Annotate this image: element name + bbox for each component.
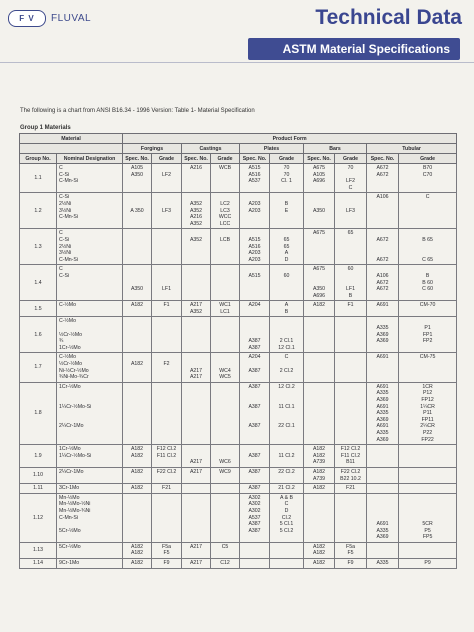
nominal-designation-cell: C C-Si C-Mn-Si [57,164,123,193]
table-row [20,559,457,569]
castings-spec-header: Spec. No. [182,154,211,164]
plates-grade-cell [270,542,304,558]
plates-spec-cell: A204 A387 [240,353,270,382]
plates-grade-cell: 60 [270,265,304,301]
nominal-designation-cell: 1Cr-½Mo 1¼Cr-½Mo-Si [57,445,123,468]
tubular-grade-cell [399,467,457,483]
nominal-designation-cell: 2¼Cr-1Mo [57,467,123,483]
bars-spec-cell [304,353,335,382]
castings-grade-cell [211,484,240,494]
plates-spec-cell: A515 A516 A203 A203 [240,229,270,265]
forgings-spec-cell: A182 A182 [123,445,152,468]
group-no-cell: 1.2 [20,193,57,229]
bars-grade-header: Grade [335,154,367,164]
forgings-spec-cell: A182 [123,559,152,569]
group-no-cell: 1.8 [20,382,57,444]
group-no-cell: 1.6 [20,317,57,353]
bars-spec-cell: A182 [304,484,335,494]
table-row [20,317,457,353]
nominal-designation-cell: 1Cr-½Mo 1¼Cr-½Mo-Si 2¼Cr-1Mo [57,382,123,444]
group-no-cell: 1.4 [20,265,57,301]
plates-grade-cell: C 2 Cl.2 [270,353,304,382]
table-row [20,445,457,468]
group-no-cell: 1.14 [20,559,57,569]
section-banner [248,38,460,60]
tubular-spec-header: Spec. No. [367,154,399,164]
nominal-designation-cell: C-½Mo ½Cr-½Mo ¾ 1Cr-½Mo [57,317,123,353]
tubular-spec-cell: A335 [367,559,399,569]
plates-grade-cell: 11 Cl.2 [270,445,304,468]
bars-spec-cell: A675 A105 A696 [304,164,335,193]
forgings-spec-cell [123,493,152,542]
bars-spec-cell: A675 [304,229,335,265]
bars-grade-cell [335,353,367,382]
bars-grade-cell: F12 Cl.2 F11 Cl.2 B11 [335,445,367,468]
plates-grade-cell: 12 Cl.2 11 Cl.1 22 Cl.1 [270,382,304,444]
bars-spec-cell: A350 [304,193,335,229]
nominal-designation-header: Nominal Designation [57,154,123,164]
table-row [20,493,457,542]
bars-grade-cell: F21 [335,484,367,494]
bars-grade-cell: F1 [335,301,367,317]
plates-header: Plates [240,144,304,154]
bars-grade-cell: 60 LF1 B [335,265,367,301]
castings-spec-cell: A352 A352 A216 A352 [182,193,211,229]
nominal-designation-cell: 9Cr-1Mo [57,559,123,569]
castings-grade-cell [211,493,240,542]
castings-grade-cell: WC9 [211,467,240,483]
castings-spec-cell: A217 A352 [182,301,211,317]
forgings-grade-cell: LF2 [152,164,182,193]
tubular-spec-cell: A691 A335 A369 A691 A335 A369 A691 A335 A369 [367,382,399,444]
tubular-header: Tubular [367,144,457,154]
header-divider [0,62,474,63]
plates-spec-cell [240,559,270,569]
plates-grade-cell: B E [270,193,304,229]
tubular-spec-cell [367,467,399,483]
plates-spec-cell: A387 [240,484,270,494]
plates-spec-cell: A387 A387 A387 [240,382,270,444]
table-row [20,164,457,193]
plates-spec-cell: A302 A302 A302 A537 A387 A387 [240,493,270,542]
group-no-cell: 1.9 [20,445,57,468]
forgings-spec-cell: A182 [123,301,152,317]
bars-spec-cell: A182 A182 [304,542,335,558]
castings-spec-cell: A217 [182,467,211,483]
bars-grade-cell: F9 [335,559,367,569]
plates-grade-cell: 70 70 Cl. 1 [270,164,304,193]
castings-spec-cell: A217 [182,542,211,558]
product-form-header: Product Form [123,134,457,144]
forgings-grade-cell: F9 [152,559,182,569]
castings-grade-cell: WC1 LC1 [211,301,240,317]
tubular-grade-cell: 1CR P12 FP12 1¼CR P11 FP11 2¼CR P22 FP22 [399,382,457,444]
tubular-grade-cell: P1 FP1 FP2 [399,317,457,353]
plates-spec-cell: A515 A516 A537 [240,164,270,193]
forgings-grade-cell: LF3 [152,193,182,229]
bars-grade-cell: F5a F5 [335,542,367,558]
plates-spec-cell: A515 [240,265,270,301]
group-no-cell: 1.7 [20,353,57,382]
nominal-designation-cell: C-½Mo ½Cr-½Mo Ni-½Cr-½Mo ¾Ni-Mo-¾Cr [57,353,123,382]
nominal-designation-cell: C C-Si [57,265,123,301]
castings-grade-cell: LCB [211,229,240,265]
nominal-designation-cell: C-Si 2½Ni 3½Ni C-Mn-Si [57,193,123,229]
intro-text: The following is a chart from ANSI B16.34 - 1996 Version: Table 1- Material Specification [20,108,255,114]
group-no-cell: 1.10 [20,467,57,483]
forgings-grade-cell: F21 [152,484,182,494]
bars-grade-cell: 65 [335,229,367,265]
tubular-grade-cell: CM-75 [399,353,457,382]
group-title: Group 1 Materials [20,125,71,131]
brand-logo [8,10,91,27]
table-row [20,467,457,483]
group-no-cell: 1.3 [20,229,57,265]
header-row-1 [20,134,457,144]
plates-grade-cell: 2 Cl.1 12 Cl.1 [270,317,304,353]
tubular-spec-cell: A106 A672 A672 [367,265,399,301]
castings-grade-cell: C12 [211,559,240,569]
tubular-spec-cell: A691 [367,301,399,317]
castings-spec-cell: A217 A217 [182,353,211,382]
bars-grade-cell: 70 LF2 C [335,164,367,193]
bars-spec-cell: A182 [304,301,335,317]
brand-name: FLUVAL [51,13,92,24]
header-row-2 [20,144,457,154]
plates-grade-cell: 65 65 A D [270,229,304,265]
section-title: ASTM Material Specifications [282,42,450,56]
forgings-grade-header: Grade [152,154,182,164]
castings-grade-header: Grade [211,154,240,164]
nominal-designation-cell: 5Cr-½Mo [57,542,123,558]
tubular-grade-cell [399,484,457,494]
bars-spec-cell [304,493,335,542]
castings-spec-cell: A352 [182,229,211,265]
castings-grade-cell [211,265,240,301]
nominal-designation-cell: C C-Si 2½Ni 3½Ni C-Mn-Si [57,229,123,265]
bars-spec-cell: A182 A182 A739 [304,445,335,468]
material-blank-header [20,144,123,154]
forgings-spec-cell: A182 [123,484,152,494]
tubular-grade-cell: B 65 C 65 [399,229,457,265]
tubular-grade-cell: 5CR P5 FP5 [399,493,457,542]
bars-spec-cell: A182 A739 [304,467,335,483]
bars-grade-cell: F22 Cl.2 B22 10.2 [335,467,367,483]
bars-header: Bars [304,144,367,154]
castings-spec-cell: A217 [182,445,211,468]
castings-spec-cell [182,317,211,353]
forgings-grade-cell [152,382,182,444]
castings-spec-cell [182,493,211,542]
castings-header: Castings [182,144,240,154]
castings-spec-cell: A216 [182,164,211,193]
plates-spec-cell: A387 A387 [240,317,270,353]
plates-spec-cell: A387 [240,445,270,468]
tubular-spec-cell [367,484,399,494]
header-row-3 [20,154,457,164]
castings-grade-cell: WCB [211,164,240,193]
group-no-cell: 1.5 [20,301,57,317]
table-row [20,265,457,301]
forgings-spec-cell: A350 [123,265,152,301]
castings-grade-cell: C5 [211,542,240,558]
tubular-grade-cell [399,542,457,558]
forgings-spec-cell: A182 A182 [123,542,152,558]
forgings-spec-cell [123,229,152,265]
tubular-spec-cell: A672 A672 [367,164,399,193]
logo-mark: F V [8,10,46,27]
bars-spec-cell: A182 [304,559,335,569]
table-row [20,542,457,558]
table-row [20,382,457,444]
group-no-cell: 1.13 [20,542,57,558]
nominal-designation-cell: C-½Mo [57,301,123,317]
tubular-spec-cell: A691 [367,353,399,382]
castings-grade-cell [211,317,240,353]
bars-grade-cell [335,382,367,444]
plates-spec-header: Spec. No. [240,154,270,164]
forgings-grade-cell [152,493,182,542]
tubular-spec-cell: A691 A335 A369 [367,493,399,542]
table-row [20,301,457,317]
castings-grade-cell: WC4 WC5 [211,353,240,382]
tubular-grade-cell: C [399,193,457,229]
tubular-grade-cell: P9 [399,559,457,569]
table-row [20,193,457,229]
castings-spec-cell [182,265,211,301]
forgings-spec-cell [123,382,152,444]
tubular-grade-cell: CM-70 [399,301,457,317]
bars-grade-cell: LF3 [335,193,367,229]
group-no-cell: 1.11 [20,484,57,494]
plates-spec-cell: A387 [240,467,270,483]
forgings-grade-cell [152,229,182,265]
tubular-spec-cell: A672 A672 [367,229,399,265]
bars-spec-cell [304,382,335,444]
forgings-header: Forgings [123,144,182,154]
castings-spec-cell [182,382,211,444]
castings-grade-cell: WC6 [211,445,240,468]
table-row [20,353,457,382]
plates-grade-cell: 22 Cl.2 [270,467,304,483]
plates-grade-header: Grade [270,154,304,164]
group-no-header: Group No. [20,154,57,164]
nominal-designation-cell: Mn-½Mo Mn-½Mo-½Ni Mn-½Mo-¾Ni C-Mn-Si 5Cr-½Mo [57,493,123,542]
castings-grade-cell [211,382,240,444]
tubular-spec-cell [367,542,399,558]
plates-grade-cell: A & B C D Cl.2 5 Cl.1 5 Cl.2 [270,493,304,542]
forgings-spec-header: Spec. No. [123,154,152,164]
plates-grade-cell: 21 Cl.2 [270,484,304,494]
forgings-grade-cell [152,317,182,353]
plates-grade-cell [270,559,304,569]
bars-grade-cell [335,493,367,542]
table-row [20,484,457,494]
tubular-spec-cell [367,445,399,468]
tubular-grade-cell: B B 60 C 60 [399,265,457,301]
table-row [20,229,457,265]
forgings-grade-cell: F22 Cl.2 [152,467,182,483]
forgings-grade-cell: F1 [152,301,182,317]
forgings-grade-cell: F2 [152,353,182,382]
plates-grade-cell: A B [270,301,304,317]
plates-spec-cell [240,542,270,558]
material-header: Material [20,134,123,144]
forgings-grade-cell: LF1 [152,265,182,301]
bars-spec-cell [304,317,335,353]
material-spec-table [19,133,457,569]
forgings-spec-cell [123,317,152,353]
castings-spec-cell [182,484,211,494]
tubular-spec-cell: A106 [367,193,399,229]
forgings-spec-cell: A 350 [123,193,152,229]
nominal-designation-cell: 3Cr-1Mo [57,484,123,494]
forgings-spec-cell: A182 [123,353,152,382]
forgings-spec-cell: A105 A350 [123,164,152,193]
forgings-spec-cell: A182 [123,467,152,483]
group-no-cell: 1.12 [20,493,57,542]
bars-grade-cell [335,317,367,353]
page-title: Technical Data [315,6,462,29]
tubular-grade-header: Grade [399,154,457,164]
bars-spec-header: Spec. No. [304,154,335,164]
castings-grade-cell: LC2 LC3 WCC LCC [211,193,240,229]
tubular-spec-cell: A335 A369 A369 [367,317,399,353]
plates-spec-cell: A203 A203 [240,193,270,229]
group-no-cell: 1.1 [20,164,57,193]
tubular-grade-cell [399,445,457,468]
castings-spec-cell: A217 [182,559,211,569]
tubular-grade-cell: B70 C70 [399,164,457,193]
plates-spec-cell: A204 [240,301,270,317]
forgings-grade-cell: F5a F5 [152,542,182,558]
bars-spec-cell: A675 A350 A696 [304,265,335,301]
forgings-grade-cell: F12 Cl.2 F11 Cl.2 [152,445,182,468]
